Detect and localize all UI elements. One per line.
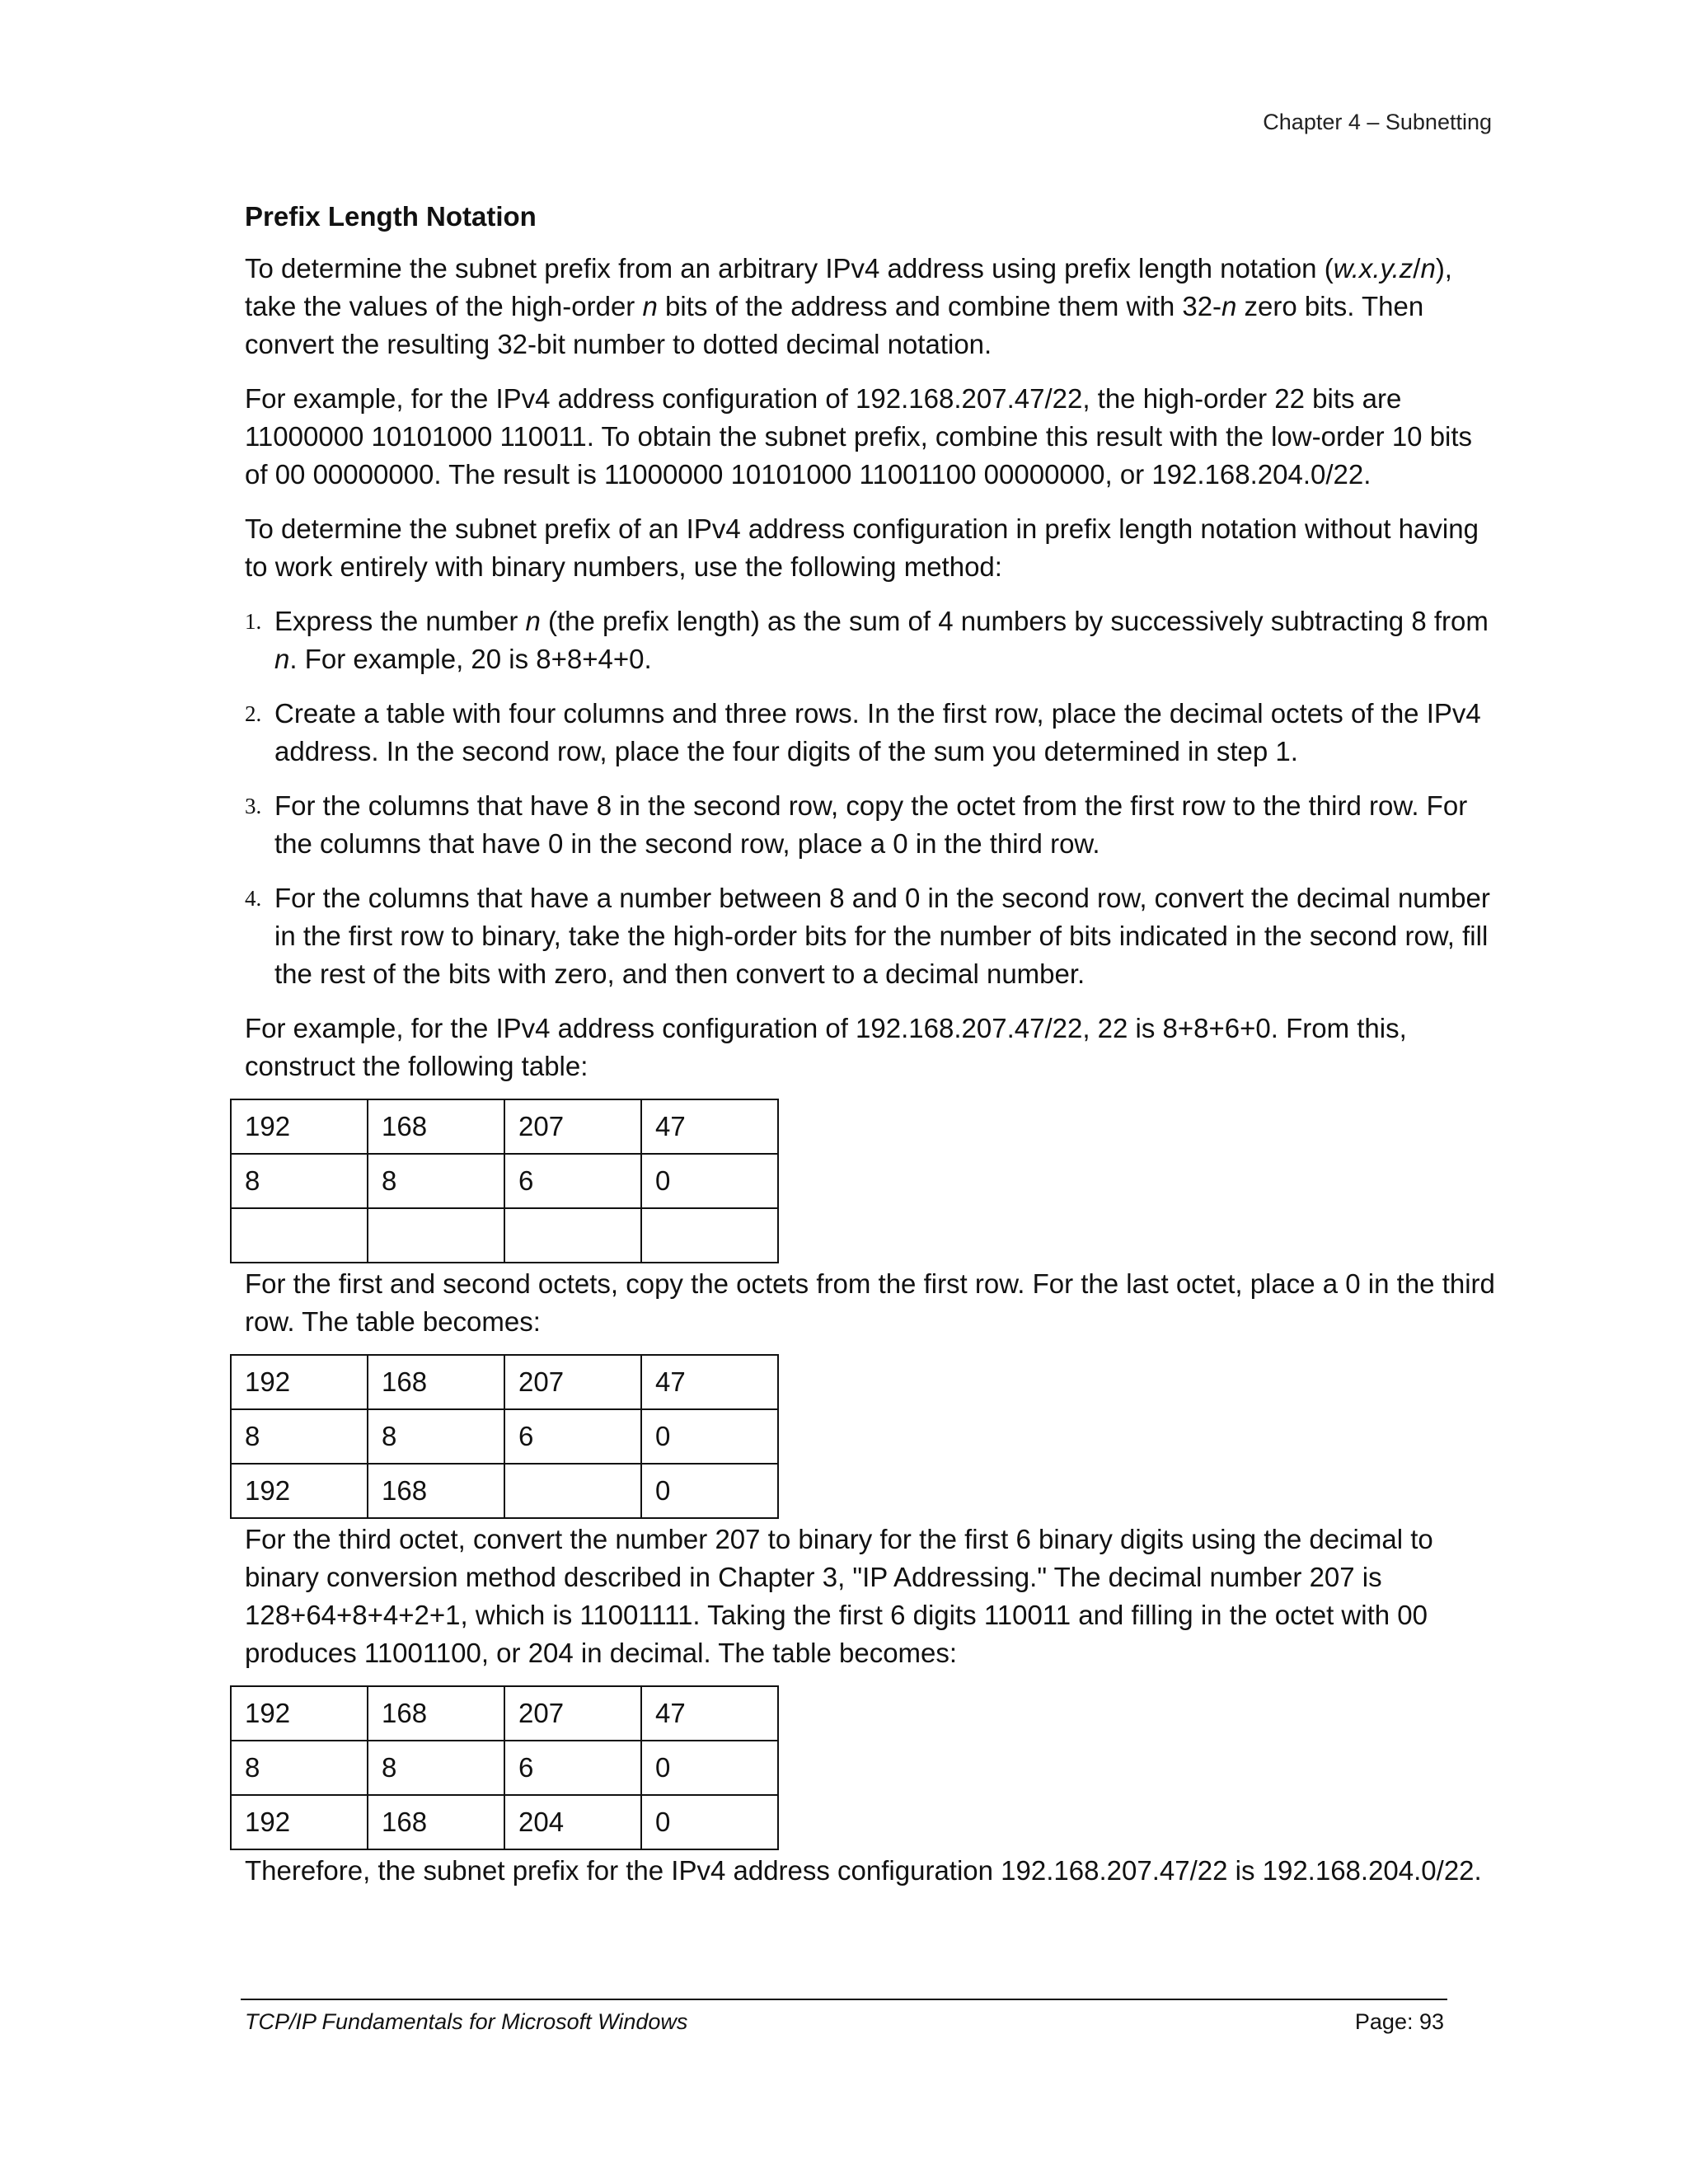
footer-page-number: Page: 93 xyxy=(1354,2009,1444,2034)
footer-divider xyxy=(241,1999,1447,2000)
table-cell: 207 xyxy=(504,1099,641,1154)
paragraph-method: To determine the subnet prefix of an IPv4 address configuration in prefix length notation without having to work entirely with binary numbers, use the following method: xyxy=(245,513,1479,582)
table-cell: 192 xyxy=(231,1686,368,1741)
step-text: For the columns that have a number between 8 and 0 in the second row, convert the decimal number in the first row to binary, take the high-order bits for the number of bits indicated in the second row, fill the rest of the bits with zero, and then convert to a decimal number. xyxy=(274,883,1490,989)
table-cell: 8 xyxy=(231,1154,368,1208)
step-number: 4. xyxy=(245,886,262,911)
table-row xyxy=(231,1741,778,1795)
table-row xyxy=(231,1686,778,1741)
table-row xyxy=(231,1355,778,1409)
section-title: Prefix Length Notation xyxy=(245,201,537,232)
table-cell: 192 xyxy=(231,1099,368,1154)
text-run: . For example, 20 is 8+8+4+0. xyxy=(289,644,652,674)
octet-table-2 xyxy=(230,1354,779,1519)
table-cell: 0 xyxy=(641,1795,778,1849)
table-cell: 0 xyxy=(641,1464,778,1518)
table-cell: 0 xyxy=(641,1409,778,1464)
table-row xyxy=(231,1409,778,1464)
table-row xyxy=(231,1154,778,1208)
table-row xyxy=(231,1208,778,1263)
table-cell: 8 xyxy=(368,1409,504,1464)
step-number: 2. xyxy=(245,701,262,726)
variable-n: n xyxy=(642,291,658,321)
table-cell: 168 xyxy=(368,1795,504,1849)
paragraph-intro xyxy=(245,250,1498,363)
step-number: 3. xyxy=(245,794,262,818)
paragraph-example: For example, for the IPv4 address configuration of 192.168.207.47/22, the high-order 22 bits are 11000000 10101000 110011. To obtain the subnet prefix, combine this result with the low-order 10 bits of 00 00000000. The result is 11000000 10101000 11001100 00000000, or 192.168.204.0/22. xyxy=(245,383,1473,490)
table-cell: 47 xyxy=(641,1355,778,1409)
table-cell xyxy=(504,1464,641,1518)
paragraph-step-copy: For the first and second octets, copy the octets from the first row. For the last octet, place a 0 in the third row. The table becomes: xyxy=(245,1268,1495,1337)
step-number: 1. xyxy=(245,609,262,634)
octet-table-3 xyxy=(230,1685,779,1850)
table-cell: 0 xyxy=(641,1741,778,1795)
table-cell xyxy=(641,1208,778,1263)
text-run: zero bits. Then convert the resulting 32-bit number to dotted decimal notation. xyxy=(245,291,1424,359)
running-header: Chapter 4 – Subnetting xyxy=(1263,110,1492,134)
notation-italic: w.x.y.z xyxy=(1333,253,1414,284)
text-run: bits of the address and combine them with 32- xyxy=(657,291,1222,321)
step-item xyxy=(245,879,1498,993)
step-item xyxy=(245,787,1498,863)
table-cell: 6 xyxy=(504,1409,641,1464)
table-row xyxy=(231,1795,778,1849)
table-cell: 207 xyxy=(504,1355,641,1409)
step-item xyxy=(245,602,1498,678)
table-cell: 6 xyxy=(504,1154,641,1208)
table-cell: 207 xyxy=(504,1686,641,1741)
table-cell xyxy=(504,1208,641,1263)
table-cell: 192 xyxy=(231,1795,368,1849)
table-row xyxy=(231,1464,778,1518)
table-cell: 192 xyxy=(231,1355,368,1409)
table-cell: 204 xyxy=(504,1795,641,1849)
step-text: For the columns that have 8 in the second row, copy the octet from the first row to the third row. For the columns that have 0 in the second row, place a 0 in the third row. xyxy=(274,790,1468,859)
octet-table-1 xyxy=(230,1099,779,1263)
table-cell: 168 xyxy=(368,1686,504,1741)
table-cell: 8 xyxy=(231,1741,368,1795)
footer-book-title: TCP/IP Fundamentals for Microsoft Windows xyxy=(245,2009,688,2034)
paragraph-conclusion: Therefore, the subnet prefix for the IPv4 address configuration 192.168.207.47/22 is 192.168.204.0/22. xyxy=(245,1855,1482,1886)
page-content xyxy=(245,198,1498,1906)
text-run: Express the number xyxy=(274,606,526,636)
step-text: Create a table with four columns and three rows. In the first row, place the decimal octets of the IPv4 address. In the second row, place the four digits of the sum you determined in step 1. xyxy=(274,698,1481,766)
method-steps xyxy=(245,602,1498,993)
paragraph-construct: For example, for the IPv4 address configuration of 192.168.207.47/22, 22 is 8+8+6+0. From this, construct the following table: xyxy=(245,1013,1407,1081)
paragraph-binary-conversion: For the third octet, convert the number 207 to binary for the first 6 binary digits using the decimal to binary conversion method described in Chapter 3, "IP Addressing." The decimal number 207 is 128+64+8+4+2+1, which is 11001111. Taking the first 6 digits 110011 and filling in the octet with 00 produces 11001100, or 204 in decimal. The table becomes: xyxy=(245,1524,1433,1668)
table-cell xyxy=(368,1208,504,1263)
table-cell: 0 xyxy=(641,1154,778,1208)
text-run: ), take the values of the high-order xyxy=(245,253,1452,321)
table-cell: 6 xyxy=(504,1741,641,1795)
table-cell: 8 xyxy=(231,1409,368,1464)
table-cell: 47 xyxy=(641,1099,778,1154)
table-cell: 8 xyxy=(368,1741,504,1795)
text-run: To determine the subnet prefix from an arbitrary IPv4 address using prefix length notation ( xyxy=(245,253,1334,284)
table-cell: 192 xyxy=(231,1464,368,1518)
table-cell: 8 xyxy=(368,1154,504,1208)
table-cell: 168 xyxy=(368,1464,504,1518)
variable-n: n xyxy=(1221,291,1237,321)
table-row xyxy=(231,1099,778,1154)
variable-n: n xyxy=(1420,253,1436,284)
table-cell: 168 xyxy=(368,1355,504,1409)
table-cell xyxy=(231,1208,368,1263)
text-run: / xyxy=(1413,253,1421,284)
step-item xyxy=(245,695,1498,771)
variable-n: n xyxy=(274,644,290,674)
table-cell: 47 xyxy=(641,1686,778,1741)
table-cell: 168 xyxy=(368,1099,504,1154)
text-run: (the prefix length) as the sum of 4 numbers by successively subtracting 8 from xyxy=(540,606,1489,636)
variable-n: n xyxy=(525,606,541,636)
